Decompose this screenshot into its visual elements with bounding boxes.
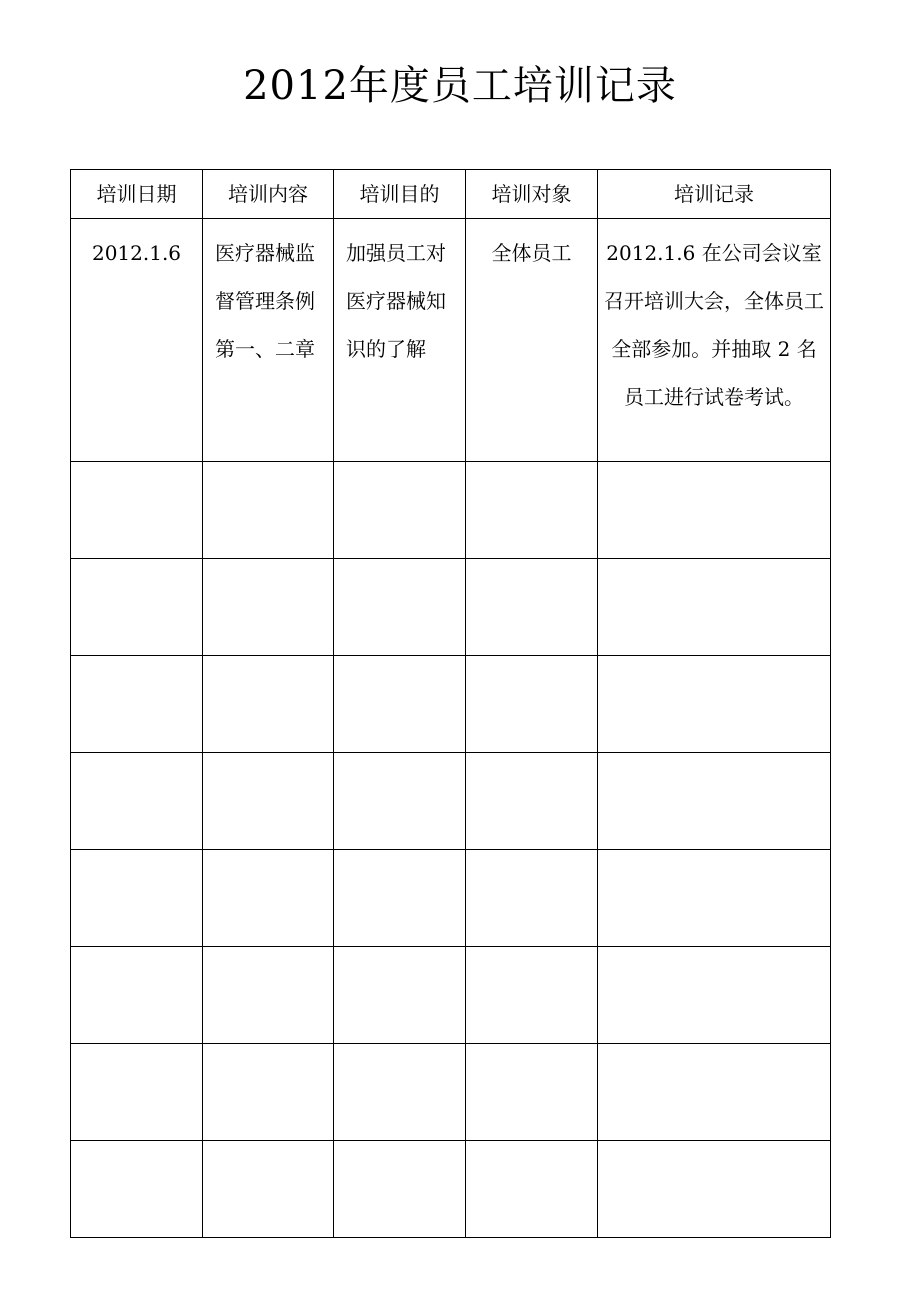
cell-content-empty — [203, 559, 334, 656]
cell-date-empty — [71, 1141, 203, 1238]
cell-date-empty — [71, 462, 203, 559]
cell-content-empty — [203, 462, 334, 559]
cell-date-empty — [71, 947, 203, 1044]
cell-record-empty — [598, 462, 831, 559]
cell-record — [598, 219, 831, 462]
cell-record-empty — [598, 753, 831, 850]
cell-date-empty — [71, 850, 203, 947]
cell-target-empty — [466, 1044, 598, 1141]
cell-date-empty — [71, 656, 203, 753]
empty-table-row — [71, 947, 831, 1044]
header-training-date: 培训日期 — [71, 170, 203, 219]
empty-table-row — [71, 559, 831, 656]
cell-content-empty — [203, 1141, 334, 1238]
cell-purpose — [334, 219, 466, 462]
cell-date-empty — [71, 1044, 203, 1141]
cell-date-text: 2012.1.6 — [91, 241, 182, 265]
empty-table-row — [71, 1044, 831, 1141]
empty-table-row — [71, 656, 831, 753]
training-record-table — [70, 169, 831, 1238]
cell-record-empty — [598, 559, 831, 656]
cell-purpose-empty — [334, 559, 466, 656]
cell-record-empty — [598, 850, 831, 947]
cell-purpose-empty — [334, 1044, 466, 1141]
cell-target-empty — [466, 559, 598, 656]
empty-table-row — [71, 753, 831, 850]
header-training-record: 培训记录 — [598, 170, 831, 219]
cell-content-empty — [203, 850, 334, 947]
cell-content-empty — [203, 947, 334, 1044]
cell-purpose-empty — [334, 850, 466, 947]
cell-content-empty — [203, 656, 334, 753]
table-header-row — [71, 170, 831, 219]
cell-purpose-empty — [334, 462, 466, 559]
cell-purpose-empty — [334, 1141, 466, 1238]
cell-target-empty — [466, 462, 598, 559]
cell-content-text: 医疗器械监督管理条例第一、二章 — [215, 241, 315, 361]
header-training-purpose: 培训目的 — [334, 170, 466, 219]
cell-target — [466, 219, 598, 462]
cell-record-empty — [598, 1141, 831, 1238]
cell-record-empty — [598, 656, 831, 753]
header-training-content: 培训内容 — [203, 170, 334, 219]
cell-target-empty — [466, 656, 598, 753]
cell-purpose-empty — [334, 656, 466, 753]
cell-content-empty — [203, 753, 334, 850]
cell-content-empty — [203, 1044, 334, 1141]
cell-target-empty — [466, 947, 598, 1044]
cell-target-empty — [466, 753, 598, 850]
cell-target-empty — [466, 850, 598, 947]
cell-content — [203, 219, 334, 462]
cell-date-empty — [71, 753, 203, 850]
cell-record-empty — [598, 1044, 831, 1141]
cell-date — [71, 219, 203, 462]
cell-record-empty — [598, 947, 831, 1044]
table-row — [71, 219, 831, 462]
empty-table-row — [71, 850, 831, 947]
header-training-target: 培训对象 — [466, 170, 598, 219]
cell-purpose-text: 加强员工对医疗器械知识的了解 — [346, 241, 446, 361]
cell-date-empty — [71, 559, 203, 656]
document-title: 2012年度员工培训记录 — [243, 63, 677, 109]
cell-purpose-empty — [334, 753, 466, 850]
empty-table-row — [71, 1141, 831, 1238]
empty-table-row — [71, 462, 831, 559]
cell-purpose-empty — [334, 947, 466, 1044]
cell-record-text: 2012.1.6 在公司会议室召开培训大会，全体员工全部参加。并抽取 2 名员工进行试卷考试。 — [604, 241, 824, 409]
cell-target-empty — [466, 1141, 598, 1238]
cell-target-text: 全体员工 — [491, 241, 572, 265]
